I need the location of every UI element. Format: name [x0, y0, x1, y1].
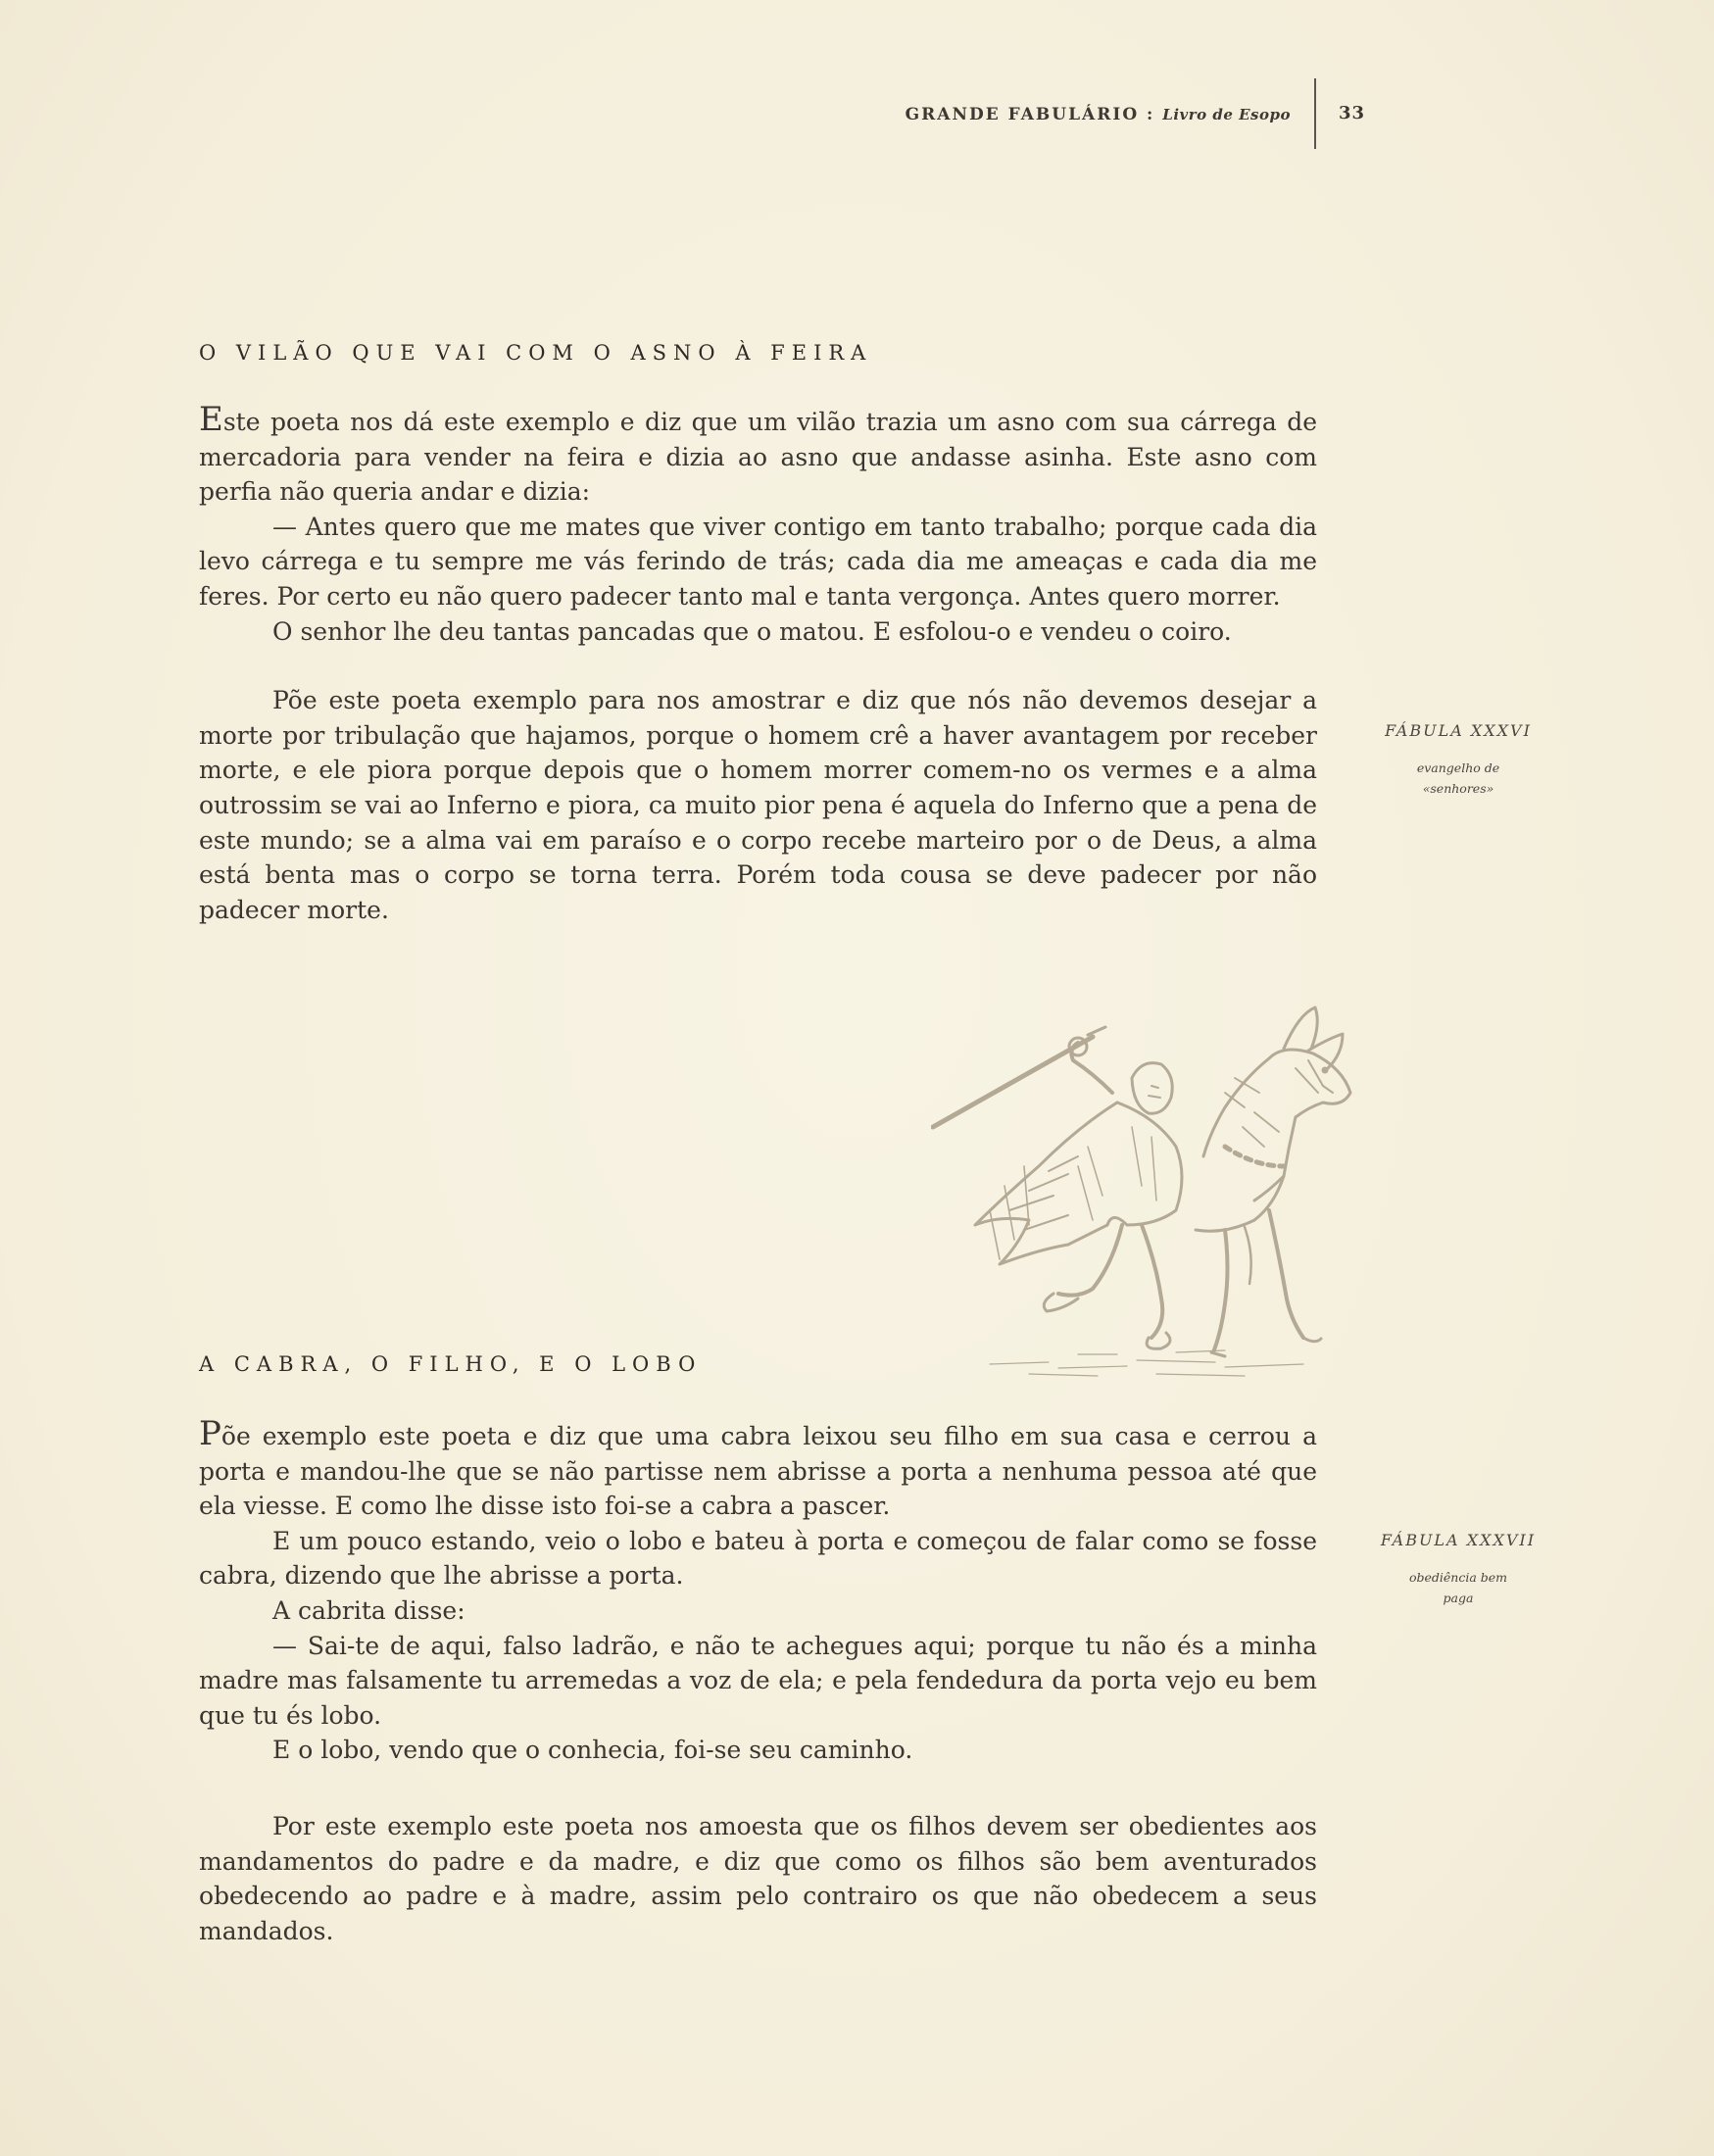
fable-1-gloss: evangelho de «senhores» — [1416, 760, 1500, 796]
fable-2-paragraph-1: Põe exemplo este poeta e diz que uma cabra leixou seu filho em sua casa e cerrou a porta e mandou-lhe que se não partisse nem abrisse a porta a nenhuma pessoa até que ela viesse. E como lhe disse isto foi-se a cabra a pascer. — [199, 1414, 1317, 1521]
fable-1-paragraph-2: — Antes quero que me mates que viver contigo em tanto trabalho; porque cada dia levo cárrega e tu sempre me vás ferindo de trás; cada dia me ameaças e cada dia me feres. Por certo eu não quero padecer tanto mal e tanta vergonça. Antes quero morrer. — [199, 512, 1317, 611]
fable-2-paragraph-3: A cabrita disse: — [272, 1595, 465, 1625]
fable-1-margin-note — [1370, 721, 1546, 799]
fable-2-body — [199, 1414, 1317, 1948]
fable-2-dropcap: P — [199, 1414, 221, 1453]
running-head-subtitle: Livro de Esopo — [1162, 106, 1291, 123]
fable-2-number: FÁBULA XXXVII — [1380, 1531, 1537, 1549]
fable-1-dropcap: E — [199, 400, 223, 439]
fable-2-paragraph-2: E um pouco estando, veio o lobo e bateu à porta e começou de falar como se fosse cabra, dizendo que lhe abrisse a porta. — [199, 1526, 1317, 1591]
fable-1-moral: Põe este poeta exemplo para nos amostrar e diz que nós não devemos desejar a morte por tribulação que hajamos, porque o homem crê a haver avantagem por receber morte, e ele piora porque depois que o homem morrer comem-no os vermes e a alma outrossim se vai ao Inferno e piora, ca muito pior pena é aquela do Inferno que a pena de este mundo; se a alma vai em paraíso e o corpo recebe marteiro por o de Deus, a alma está benta mas o corpo se torna terra. Porém toda cousa se deve padecer por não padecer morte. — [199, 686, 1317, 924]
running-head — [877, 105, 1291, 124]
running-head-divider — [1314, 78, 1316, 149]
fable-1-paragraph-1: Este poeta nos dá este exemplo e diz que um vilão trazia um asno com sua cárrega de mercadoria para vender na feira e dizia ao asno que andasse asinha. Este asno com perfia não queria andar e dizia: — [199, 400, 1317, 507]
fable-1-heading: O VILÃO QUE VAI COM O ASNO À FEIRA — [199, 341, 873, 365]
fable-1-paragraph-3: O senhor lhe deu tantas pancadas que o matou. E esfolou-o e vendeu o coiro. — [272, 616, 1232, 646]
fable-1-body — [199, 400, 1317, 927]
fable-2-moral: Por este exemplo este poeta nos amoesta que os filhos devem ser obedientes aos mandamentos do padre e da madre, e diz que como os filhos são bem aventurados obedecendo ao padre e à madre, assim pelo contrairo os que não obedecem a seus mandados. — [199, 1811, 1317, 1945]
page-number: 33 — [1339, 103, 1366, 123]
fable-2-gloss: obediência bem paga — [1408, 1570, 1508, 1605]
fable-1-number: FÁBULA XXXVI — [1385, 721, 1532, 740]
fable-2-heading: A CABRA, O FILHO, E O LOBO — [199, 1352, 703, 1376]
fable-2-paragraph-4: — Sai-te de aqui, falso ladrão, e não te achegues aqui; porque tu não és a minha madre mas falsamente tu arremedas a voz de ela; e pela fendedura da porta vejo eu bem que tu és lobo. — [199, 1631, 1317, 1730]
running-head-title: GRANDE FABULÁRIO : — [905, 105, 1155, 124]
villager-beating-donkey-illustration — [931, 1000, 1362, 1387]
fable-2-paragraph-5: E o lobo, vendo que o conhecia, foi-se seu caminho. — [272, 1736, 913, 1765]
fable-2-margin-note — [1370, 1531, 1546, 1608]
